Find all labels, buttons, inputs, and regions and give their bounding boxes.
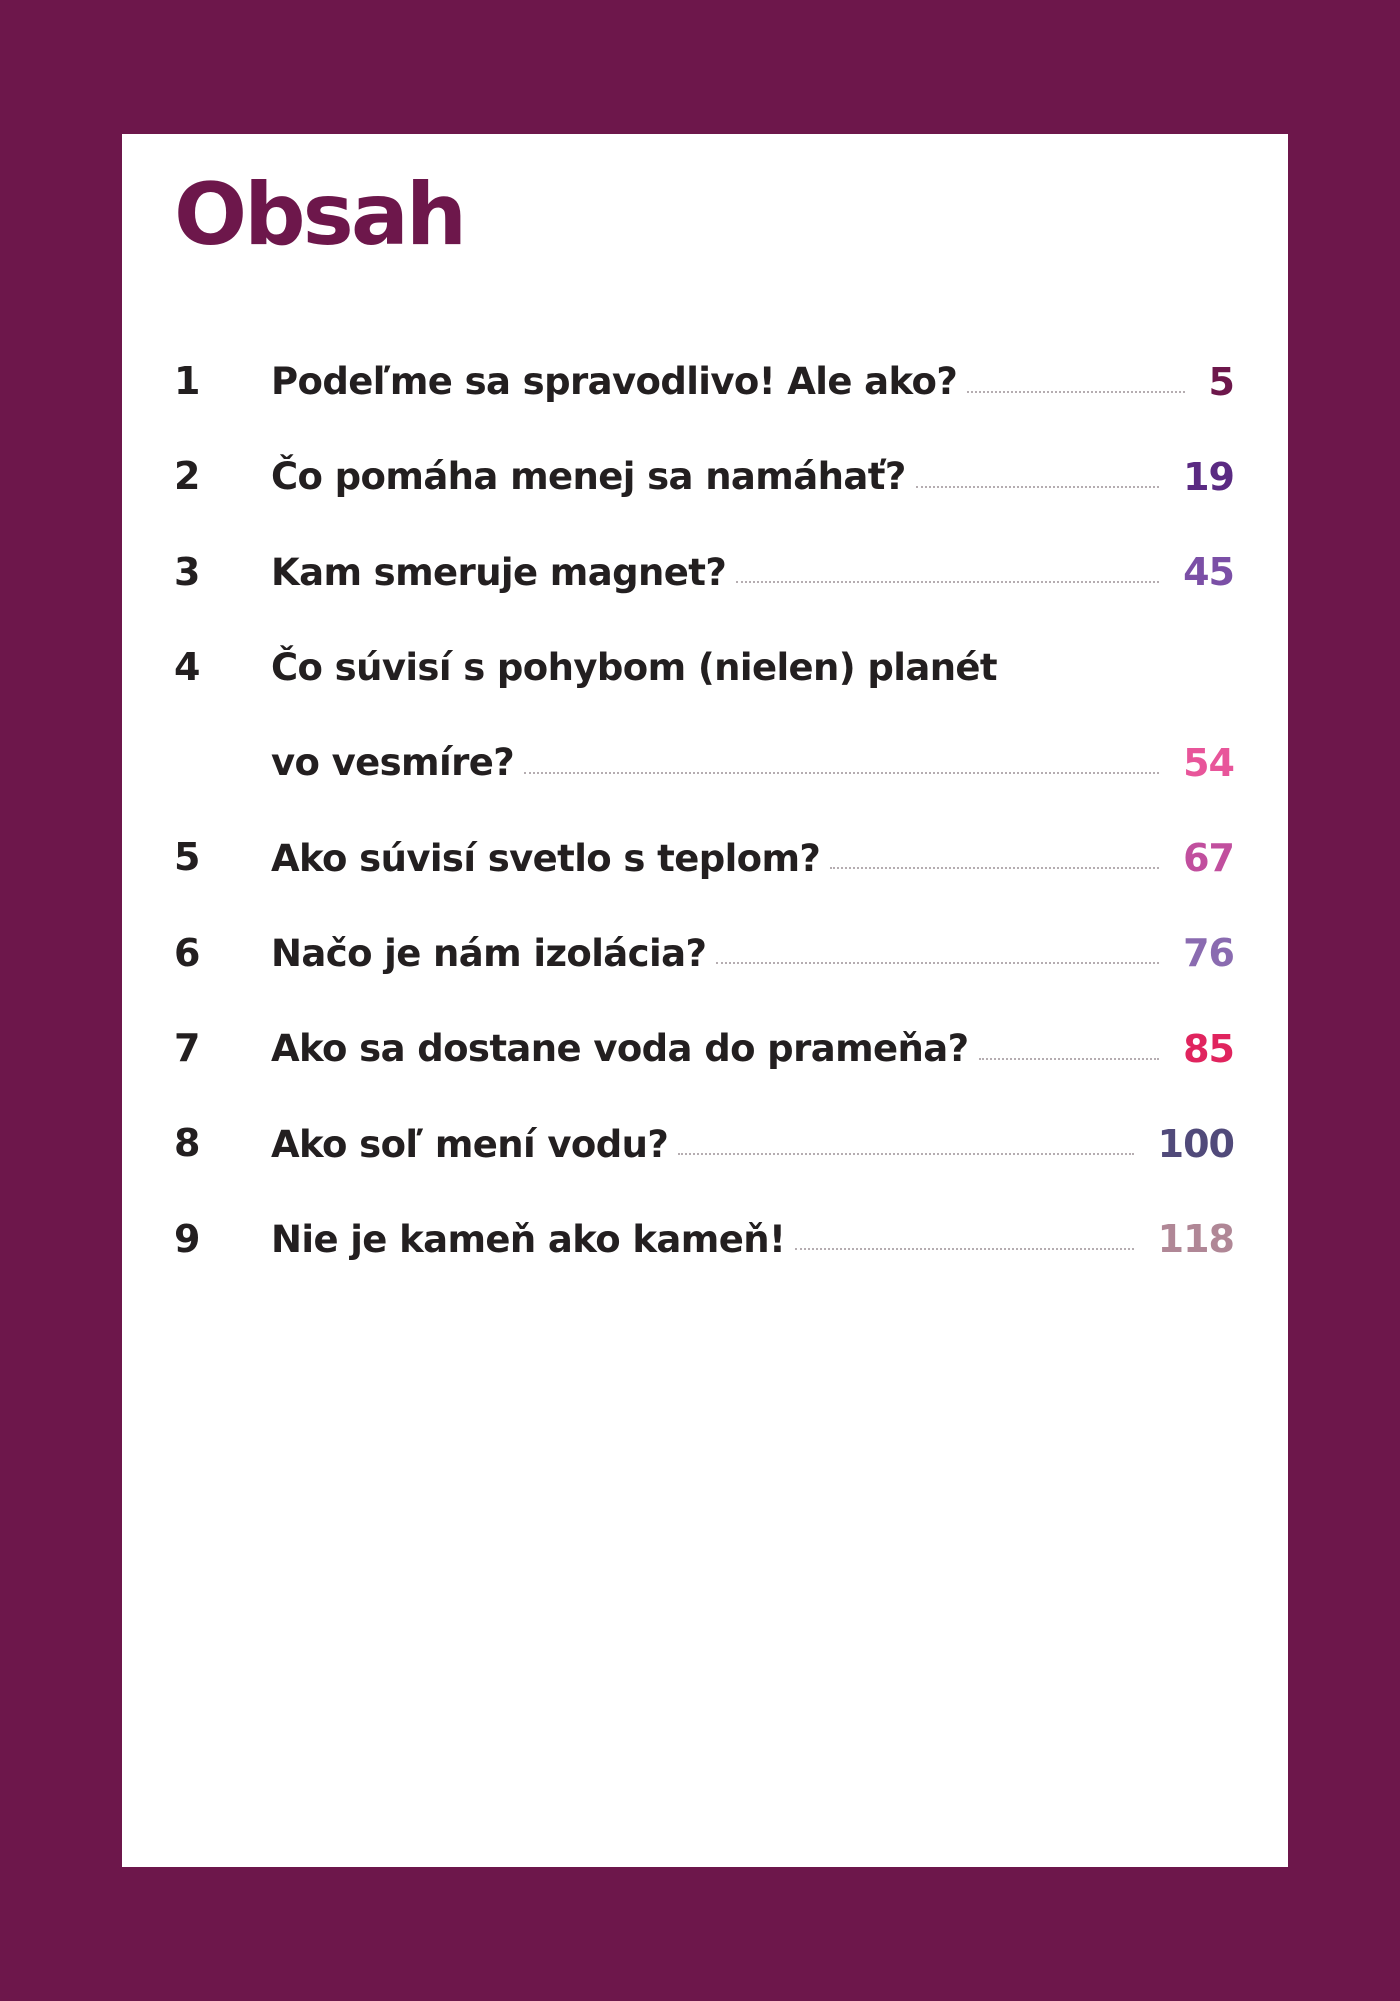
toc-entry-5[interactable] — [174, 810, 1234, 905]
page-title: Obsah — [174, 165, 465, 265]
chapter-number: 1 — [174, 359, 201, 403]
chapter-title[interactable]: Ako súvisí svetlo s teplom? — [271, 836, 821, 880]
table-of-contents — [174, 334, 1234, 1287]
dot-leader — [795, 1248, 1133, 1250]
toc-entry-6[interactable] — [174, 906, 1234, 1001]
dot-leader — [736, 581, 1159, 583]
page-number: 45 — [1183, 550, 1234, 595]
dot-leader — [967, 391, 1184, 393]
chapter-title[interactable]: Podeľme sa spravodlivo! Ale ako? — [271, 360, 958, 404]
dot-leader — [979, 1058, 1160, 1060]
page-number: 118 — [1157, 1217, 1234, 1262]
dot-leader — [830, 867, 1159, 869]
chapter-title[interactable]: Nie je kameň ako kameň! — [271, 1217, 786, 1261]
page-number: 54 — [1183, 740, 1234, 785]
chapter-title[interactable]: Čo súvisí s pohybom (nielen) planét — [271, 646, 998, 690]
dot-leader — [716, 962, 1159, 964]
toc-page — [122, 134, 1288, 1867]
chapter-number: 4 — [174, 644, 201, 689]
toc-entry-9[interactable] — [174, 1192, 1234, 1287]
page-number: 100 — [1157, 1122, 1234, 1167]
chapter-number: 8 — [174, 1121, 201, 1166]
chapter-title[interactable]: Načo je nám izolácia? — [271, 931, 707, 975]
chapter-title-continued[interactable]: vo vesmíre? — [271, 741, 515, 785]
toc-entry-1[interactable] — [174, 334, 1234, 429]
dot-leader — [524, 772, 1159, 774]
toc-entry-7[interactable] — [174, 1001, 1234, 1096]
chapter-title[interactable]: Ako sa dostane voda do prameňa? — [271, 1027, 969, 1071]
chapter-title[interactable]: Čo pomáha menej sa namáhať? — [271, 455, 906, 499]
page-number: 76 — [1183, 931, 1234, 976]
chapter-number: 2 — [174, 454, 201, 499]
toc-entry-3[interactable] — [174, 525, 1234, 620]
chapter-number: 9 — [174, 1216, 201, 1261]
page-number: 67 — [1183, 836, 1234, 881]
toc-entry-2[interactable] — [174, 429, 1234, 524]
chapter-number: 7 — [174, 1026, 201, 1071]
chapter-title[interactable]: Ako soľ mení vodu? — [271, 1122, 669, 1166]
page-number: 19 — [1183, 454, 1234, 499]
page-number: 85 — [1183, 1026, 1234, 1071]
chapter-number: 3 — [174, 549, 201, 594]
page-number: 5 — [1208, 359, 1234, 404]
toc-entry-4[interactable] — [174, 620, 1234, 811]
toc-entry-8[interactable] — [174, 1096, 1234, 1191]
chapter-number: 5 — [174, 835, 201, 880]
chapter-number: 6 — [174, 930, 201, 975]
chapter-title[interactable]: Kam smeruje magnet? — [271, 550, 727, 594]
dot-leader — [678, 1153, 1133, 1155]
dot-leader — [916, 486, 1159, 488]
